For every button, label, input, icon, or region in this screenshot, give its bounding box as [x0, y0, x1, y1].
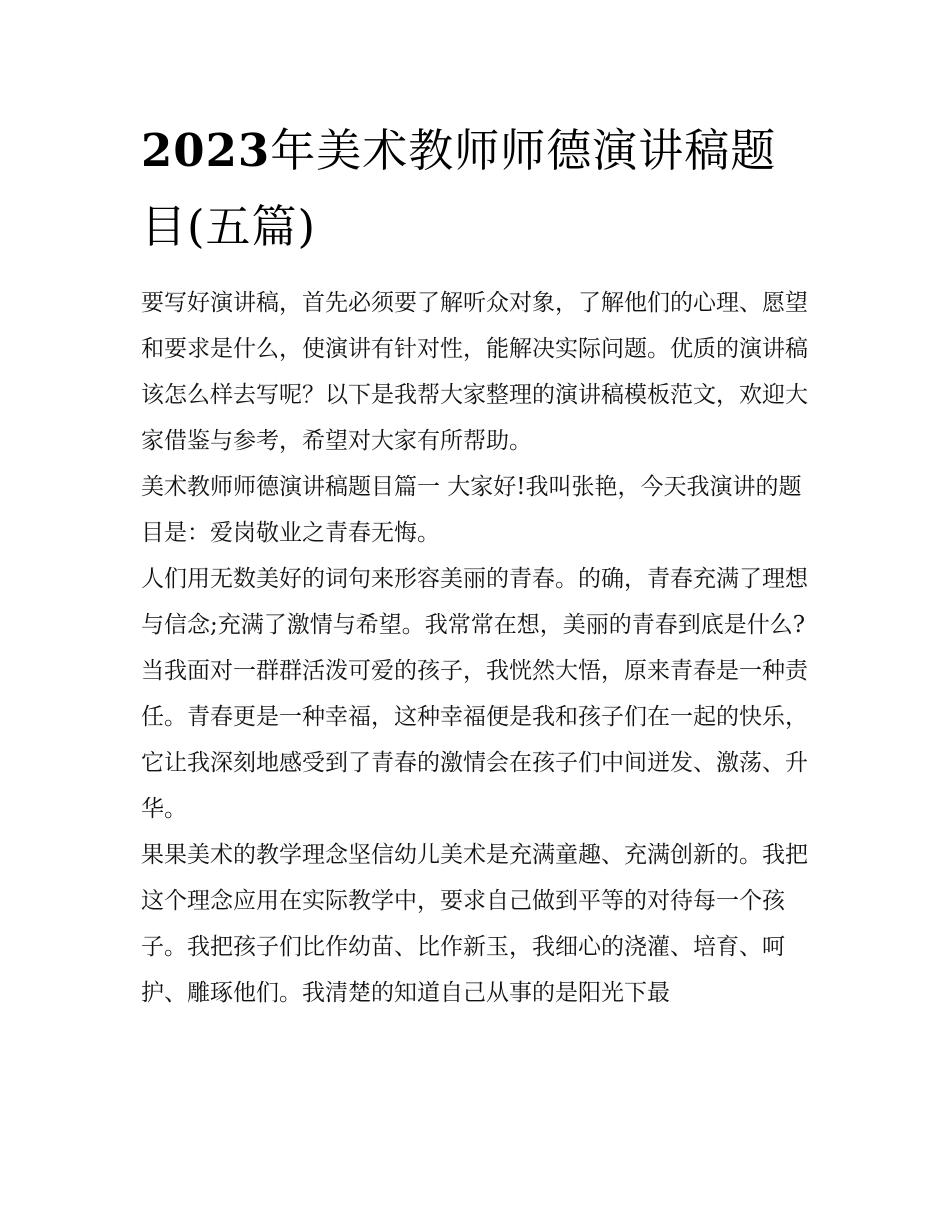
document-title	[141, 113, 813, 265]
paragraph-intro: 要写好演讲稿，首先必须要了解听众对象，了解他们的心理、愿望和要求是什么，使演讲有针对性，能解决实际问题。优质的演讲稿该怎么样去写呢？以下是我帮大家整理的演讲稿模板范文，欢迎大家借鉴与参考，希望对大家有所帮助。	[141, 290, 808, 454]
paragraph-speech-opening: 美术教师师德演讲稿题目篇一 大家好!我叫张艳，今天我演讲的题目是：爱岗敬业之青春无悔。	[141, 474, 802, 546]
paragraph-teaching-philosophy: 果果美术的教学理念坚信幼儿美术是充满童趣、充满创新的。我把这个理念应用在实际教学中，要求自己做到平等的对待每一个孩子。我把孩子们比作幼苗、比作新玉，我细心的浇灌、培育、呵护、雕琢他们。我清楚的知道自己从事的是阳光下最	[141, 842, 808, 1006]
paragraph-youth: 人们用无数美好的词句来形容美丽的青春。的确，青春充满了理想与信念;充满了激情与希望。我常常在想，美丽的青春到底是什么?当我面对一群群活泼可爱的孩子，我恍然大悟，原来青春是一种责任。青春更是一种幸福，这种幸福便是我和孩子们在一起的快乐，它让我深刻地感受到了青春的激情会在孩子们中间迸发、激荡、升华。	[141, 566, 808, 822]
title-year: 2023	[141, 124, 271, 177]
title-text: 年美术教师师德演讲稿题目(五篇)	[141, 124, 777, 253]
document-body	[141, 280, 817, 1016]
